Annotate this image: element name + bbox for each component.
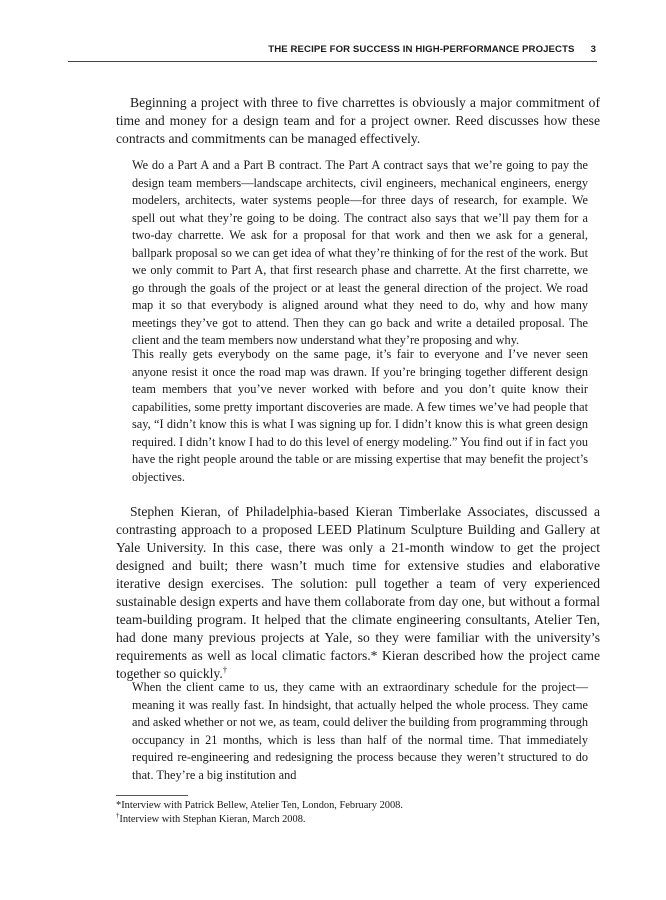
- page-number: 3: [590, 44, 596, 55]
- footnote-kieran-text: Interview with Stephan Kieran, March 2008.: [119, 814, 306, 825]
- running-head: [68, 44, 596, 61]
- quote-paragraph-road-map: This really gets everybody on the same page, it’s fair to everyone and I’ve never seen anyone resist it once the road map was drawn. If you’re bringing together different design team members that you’ve never worked with before and you don’t quite know their capabilities, some pretty important discoveries are made. A few times we’ve had people that say, “I didn’t know this is what I was signing up for. I didn’t know this is what green design required. I didn’t know I had to do this level of energy modeling.” You find out if in fact you have the right people around the table or are missing expertise that may benefit the project’s objectives.: [132, 347, 588, 484]
- footnote-kieran: [116, 813, 596, 827]
- quote-paragraph-schedule: When the client came to us, they came with an extraordinary schedule for the project—meaning it was really fast. In hindsight, that actually helped the whole process. They came and asked whether or not we, as team, could deliver the building from programming through occupancy in 21 months, which is less than half of the normal time. That immediately required re-engineering and redesigning the process because they weren’t structured to do that. They’re a big institution and: [132, 680, 588, 782]
- quote-paragraph-contracts: We do a Part A and a Part B contract. The Part A contract says that we’re going to pay the design team members—landscape architects, civil engineers, mechanical engineers, energy modelers, architects, water systems people—for three days of research, for example. We spell out what they’re going to be doing. The contract also says that we’ll pay them for a two-day charrette. We ask for a proposal for that work and then we ask for a general, ballpark proposal so we can get idea of what they’re thinking of for the rest of the work. But we only commit to Part A, that first research phase and charrette. At the first charrette, we go through the goals of the project or at least the general direction of the project. We road map it so that everybody is aligned around what they need to do, why and how many meetings they’ve got to attend. Then they can go back and write a detailed proposal. The client and the team members now understand what they’re proposing and why.: [132, 158, 588, 347]
- body-paragraph-kieran-text: Stephen Kieran, of Philadelphia-based Kieran Timberlake Associates, discussed a contrasting approach to a proposed LEED Platinum Sculpture Building and Gallery at Yale University. In this case, there was only a 21-month window to get the project designed and built; there wasn’t much time for extensive studies and elaborative iterative design exercises. The solution: pull together a team of very experienced sustainable design experts and have them collaborate from day one, but without a formal team-building program. It helped that the climate engineering consultants, Atelier Ten, had done many previous projects at Yale, so they were familiar with the university’s requirements as well as local climatic factors.* Kieran described how the project came together so quickly.: [116, 504, 600, 681]
- footnote-rule: [116, 795, 188, 796]
- header-rule: [68, 61, 597, 62]
- dagger-note-mark: †: [222, 664, 228, 675]
- running-head-title: THE RECIPE FOR SUCCESS IN HIGH-PERFORMANCE PROJECTS: [268, 44, 575, 55]
- body-paragraph-kieran: [116, 503, 600, 683]
- body-paragraph-intro: Beginning a project with three to five charrettes is obviously a major commitment of time and money for a design team and for a project owner. Reed discusses how these contracts and commitments can be managed effectively.: [116, 95, 600, 146]
- footnote-bellew: *Interview with Patrick Bellew, Atelier Ten, London, February 2008.: [116, 800, 403, 811]
- footnote-dagger-mark: †: [116, 812, 120, 820]
